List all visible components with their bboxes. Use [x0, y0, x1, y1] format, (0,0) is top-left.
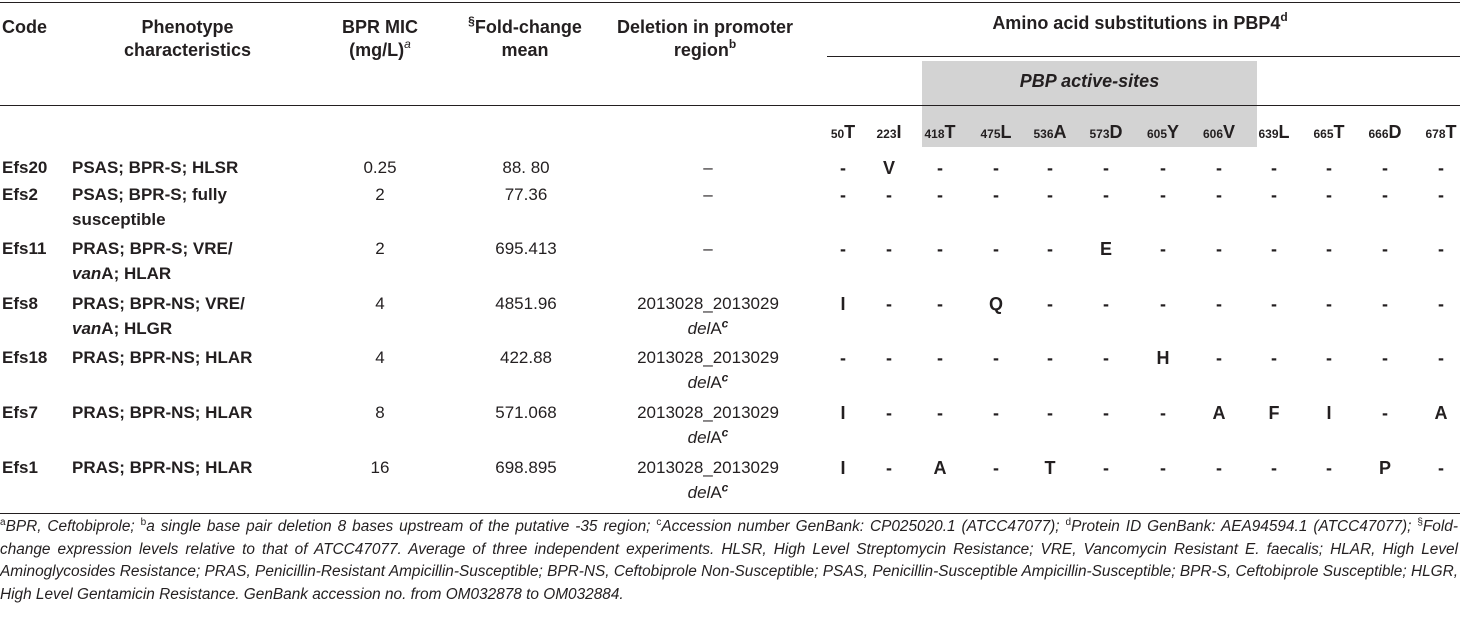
substitution-cell: - — [1216, 239, 1222, 259]
substitution-cell: - — [1160, 185, 1166, 205]
deletion-position: 2013028_2013029 — [637, 403, 779, 422]
substitution-cell: - — [1326, 348, 1332, 368]
row-code: Efs2 — [2, 185, 38, 204]
header-phenotype: Phenotype characteristics — [123, 17, 252, 60]
substitution-cell: - — [1382, 294, 1388, 314]
substitution-cell: - — [1160, 403, 1166, 423]
row-code: Efs18 — [2, 348, 48, 367]
table-bottom-rule — [0, 513, 1460, 514]
substitution-cell: - — [1216, 458, 1222, 478]
phenotype-line: PRAS; BPR-NS; HLAR — [72, 403, 253, 422]
substitution-cell: - — [1271, 185, 1277, 205]
aa-position-3 — [980, 121, 1011, 145]
substitution-cell: - — [1160, 158, 1166, 178]
substitution-cell: - — [1047, 403, 1053, 423]
substitution-cell: - — [1047, 348, 1053, 368]
substitution-cell: - — [1326, 294, 1332, 314]
aa-position-residue: T — [1333, 122, 1345, 142]
aa-position-6 — [1147, 121, 1179, 145]
substitution-cell: - — [1326, 185, 1332, 205]
row-fold-change: 422.88 — [500, 348, 552, 367]
substitution-cell: - — [993, 403, 999, 423]
substitution-cell: - — [1438, 458, 1444, 478]
row-phenotype — [72, 182, 227, 232]
substitution-cell: I — [1326, 403, 1332, 423]
substitution-cell: - — [840, 239, 846, 259]
row-bpr-mic: 2 — [375, 239, 385, 258]
substitution-cell: F — [1268, 403, 1280, 423]
substitution-cell: - — [993, 158, 999, 178]
substitution-cell: - — [1271, 239, 1277, 259]
header-bpr-mic: BPR MIC $(mg/L)^a$ — [342, 17, 418, 60]
header-aa-substitutions: Amino acid substitutions in PBP4$^d$ — [992, 10, 1288, 33]
aa-position-residue: Y — [1167, 122, 1180, 142]
row-code: Efs8 — [2, 294, 38, 313]
aa-position-4 — [1033, 121, 1066, 145]
table-top-rule — [0, 2, 1460, 3]
row-deletion: – — [703, 158, 713, 177]
aa-position-number: 666 — [1368, 127, 1389, 141]
substitution-cell: - — [1160, 458, 1166, 478]
row-bpr-mic: 4 — [375, 348, 385, 367]
aa-position-number: 639 — [1258, 127, 1279, 141]
aa-position-number: 605 — [1146, 127, 1168, 141]
substitution-cell: - — [1103, 158, 1109, 178]
substitution-cell: - — [1103, 403, 1109, 423]
row-fold-change: 571.068 — [495, 403, 557, 422]
phenotype-line: PSAS; BPR-S; HLSR — [72, 158, 239, 177]
substitution-cell: - — [1103, 458, 1109, 478]
substitution-cell: - — [937, 239, 943, 259]
aa-position-number: 573 — [1089, 127, 1110, 141]
aa-position-residue: D — [1109, 122, 1123, 142]
substitution-cell: - — [937, 403, 943, 423]
row-deletion — [637, 345, 779, 395]
substitution-cell: I — [840, 403, 846, 423]
aa-group-rule — [827, 56, 1460, 57]
header-code: Code — [2, 17, 47, 37]
deletion-type: delA$^c$ — [687, 316, 729, 338]
row-bpr-mic: 2 — [375, 185, 385, 204]
row-phenotype — [72, 236, 233, 286]
substitution-cell: - — [1216, 294, 1222, 314]
substitution-cell: E — [1099, 239, 1113, 259]
substitution-cell: - — [1326, 458, 1332, 478]
deletion-position: 2013028_2013029 — [637, 348, 779, 367]
row-deletion — [637, 291, 779, 341]
substitution-cell: - — [937, 348, 943, 368]
substitution-cell: - — [1382, 348, 1388, 368]
substitution-cell: - — [1216, 158, 1222, 178]
substitution-cell: - — [1103, 348, 1109, 368]
aa-position-0 — [831, 121, 855, 145]
substitution-cell: - — [1103, 185, 1109, 205]
substitution-cell: T — [1044, 458, 1056, 478]
row-code: Efs1 — [2, 458, 38, 477]
aa-position-1 — [876, 121, 901, 145]
substitution-cell: - — [840, 158, 846, 178]
aa-position-number: 665 — [1313, 127, 1334, 141]
row-deletion — [637, 400, 779, 450]
substitution-cell: I — [840, 294, 846, 314]
row-fold-change: 88. 80 — [502, 158, 550, 177]
row-phenotype — [72, 155, 238, 180]
deletion-type: delA$^c$ — [687, 425, 729, 447]
aa-position-residue: T — [844, 122, 856, 142]
deletion-type: delA$^c$ — [687, 480, 729, 502]
aa-position-number: 606 — [1202, 127, 1224, 141]
substitution-cell: - — [1160, 294, 1166, 314]
table-footnote: $^a$BPR, Ceftobiprole; $^b$a single base pair deletion 8 bases upstream of the putative -35 region; $^c$Accession number GenBank: CP025020.1 (ATCC47077); $^d$Protein ID GenBank: AEA94594.1 (ATCC47077); §Fold-change expression levels relative to that of ATCC47077. Average of three independent experiments. HLSR, High Level Streptomycin Resistance; VRE, Vancomycin Resistant E. faecalis; HLAR, High Level Aminoglycosides Resistance; PRAS, Penicillin-Resistant Ampicillin-Susceptible; BPR-NS, Ceftobiprole Non-Susceptible; PSAS, Penicillin-Susceptible Ampicillin-Susceptible; BPR-S, Ceftobiprole Susceptible; HLGR, High Level Gentamicin Resistance. GenBank accession no. from OM032878 to OM032884. — [0, 516, 1458, 603]
substitution-cell: - — [937, 158, 943, 178]
substitution-cell: - — [993, 458, 999, 478]
row-fold-change: 77.36 — [504, 185, 548, 204]
phenotype-line: PRAS; BPR-NS; HLAR — [72, 458, 253, 477]
header-active-sites: PBP active-sites — [1019, 71, 1160, 91]
substitution-cell: - — [993, 348, 999, 368]
aa-position-9 — [1313, 121, 1344, 145]
row-deletion: – — [703, 239, 713, 258]
aa-position-residue: I — [896, 122, 902, 142]
row-code: Efs20 — [2, 158, 48, 177]
header-bottom-rule — [0, 105, 1460, 106]
substitution-cell: Q — [988, 294, 1004, 314]
phenotype-line: vanA; HLGR — [72, 319, 173, 338]
substitution-cell: P — [1378, 458, 1392, 478]
substitution-cell: - — [1382, 185, 1388, 205]
substitution-cell: - — [886, 403, 892, 423]
substitution-cell: - — [993, 239, 999, 259]
aa-position-2 — [924, 121, 955, 145]
aa-position-number: 678 — [1425, 127, 1446, 141]
row-phenotype — [72, 400, 252, 425]
aa-position-residue: A — [1053, 122, 1067, 142]
row-code: Efs7 — [2, 403, 38, 422]
aa-position-7 — [1203, 121, 1235, 145]
aa-position-residue: T — [944, 122, 956, 142]
aa-position-residue: L — [1278, 122, 1290, 142]
deletion-position: 2013028_2013029 — [637, 458, 779, 477]
substitution-cell: - — [1047, 185, 1053, 205]
substitution-cell: V — [882, 158, 896, 178]
substitution-cell: - — [1271, 158, 1277, 178]
row-phenotype — [72, 291, 245, 341]
substitution-cell: - — [1047, 239, 1053, 259]
row-fold-change: 695.413 — [495, 239, 557, 258]
substitution-cell: - — [1271, 458, 1277, 478]
substitution-cell: - — [1382, 403, 1388, 423]
deletion-type: delA$^c$ — [687, 370, 729, 392]
substitution-cell: - — [1047, 294, 1053, 314]
phenotype-line: PRAS; BPR-NS; VRE/ — [72, 294, 245, 313]
substitution-cell: - — [886, 458, 892, 478]
aa-position-number: 223 — [876, 127, 897, 141]
substitution-cell: - — [1382, 158, 1388, 178]
substitution-cell: A — [1212, 403, 1226, 423]
substitution-cell: - — [1271, 348, 1277, 368]
aa-position-11 — [1425, 121, 1456, 145]
substitution-cell: - — [993, 185, 999, 205]
aa-position-5 — [1089, 121, 1122, 145]
substitution-cell: - — [1047, 158, 1053, 178]
substitution-cell: I — [840, 458, 846, 478]
substitution-cell: - — [1216, 185, 1222, 205]
row-fold-change: 698.895 — [495, 458, 557, 477]
substitution-cell: - — [886, 348, 892, 368]
aa-position-number: 475 — [980, 127, 1001, 141]
phenotype-line: PSAS; BPR-S; fully — [72, 185, 227, 204]
aa-position-residue: L — [1000, 122, 1012, 142]
substitution-cell: - — [1271, 294, 1277, 314]
row-fold-change: 4851.96 — [495, 294, 557, 313]
substitution-cell: - — [1326, 158, 1332, 178]
row-phenotype — [72, 455, 252, 480]
substitution-cell: - — [886, 185, 892, 205]
phenotype-line: vanA; HLAR — [72, 264, 172, 283]
phenotype-line: PRAS; BPR-NS; HLAR — [72, 348, 253, 367]
row-bpr-mic: 8 — [375, 403, 385, 422]
row-deletion — [637, 455, 779, 505]
phenotype-line: PRAS; BPR-S; VRE/ — [72, 239, 233, 258]
substitution-cell: A — [1434, 403, 1448, 423]
row-phenotype — [72, 345, 252, 370]
substitution-cell: - — [1438, 239, 1444, 259]
substitution-cell: - — [1326, 239, 1332, 259]
substitution-cell: - — [1160, 239, 1166, 259]
row-bpr-mic: 0.25 — [363, 158, 397, 177]
substitution-cell: - — [1382, 239, 1388, 259]
aa-position-residue: T — [1445, 122, 1457, 142]
aa-position-number: 536 — [1033, 127, 1054, 141]
aa-position-number: 418 — [924, 127, 945, 141]
substitution-cell: - — [1438, 294, 1444, 314]
deletion-position: 2013028_2013029 — [637, 294, 779, 313]
phenotype-line: susceptible — [72, 210, 166, 229]
row-bpr-mic: 16 — [370, 458, 390, 477]
substitution-cell: - — [840, 185, 846, 205]
aa-position-10 — [1368, 121, 1401, 145]
row-bpr-mic: 4 — [375, 294, 385, 313]
substitution-cell: H — [1156, 348, 1170, 368]
row-code: Efs11 — [2, 239, 47, 258]
aa-position-residue: V — [1223, 122, 1236, 142]
aa-position-residue: D — [1388, 122, 1402, 142]
aa-position-8 — [1258, 121, 1289, 145]
aa-position-number: 50 — [830, 127, 845, 141]
substitution-cell: - — [937, 185, 943, 205]
substitution-cell: - — [1438, 348, 1444, 368]
substitution-cell: - — [1438, 185, 1444, 205]
substitution-cell: - — [886, 239, 892, 259]
substitution-cell: - — [1438, 158, 1444, 178]
substitution-cell: - — [1103, 294, 1109, 314]
substitution-cell: - — [1216, 348, 1222, 368]
row-deletion: – — [703, 185, 713, 204]
substitution-cell: - — [937, 294, 943, 314]
substitution-cell: - — [840, 348, 846, 368]
substitution-cell: A — [933, 458, 947, 478]
substitution-cell: - — [886, 294, 892, 314]
header-fold-change: §Fold-change mean — [468, 14, 582, 60]
header-deletion: Deletion in promoter region$^b$ — [616, 17, 793, 60]
